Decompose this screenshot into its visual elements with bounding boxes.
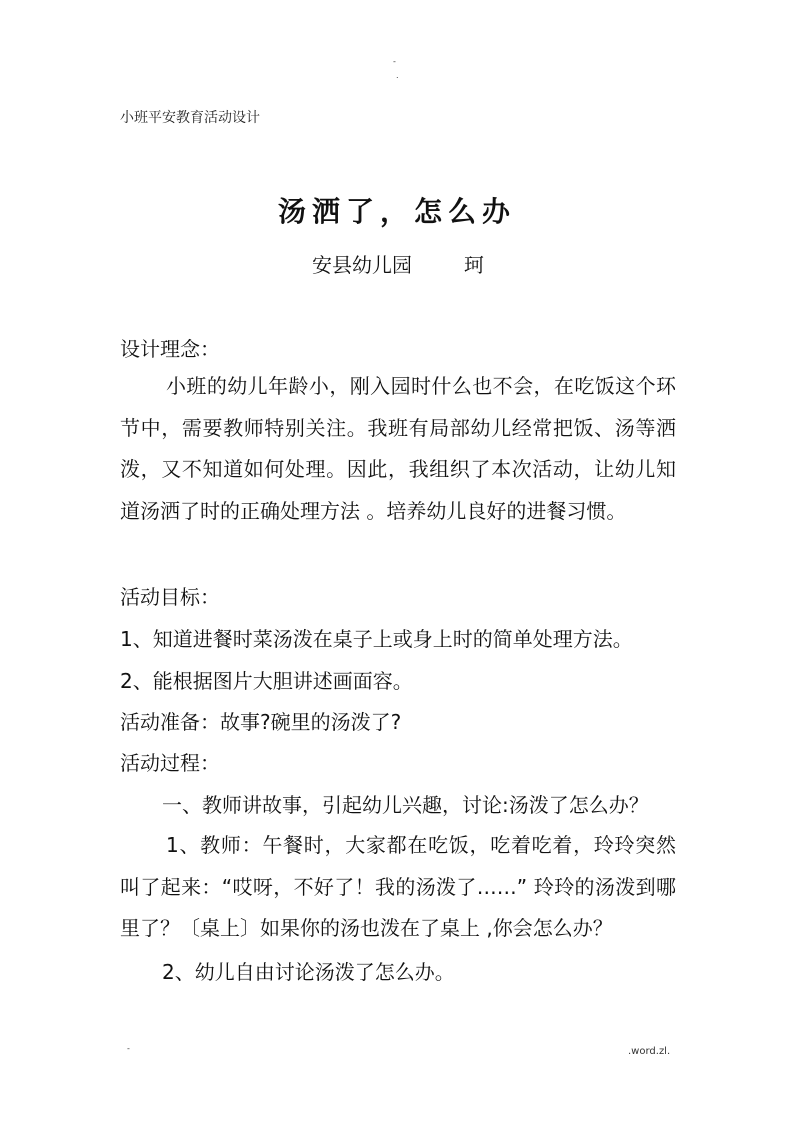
goal-item-1: 1、知道进餐时菜汤泼在桌子上或身上时的简单处理方法。 [120,627,633,651]
author-name: 珂 [464,253,484,277]
footer-left-mark: - [127,1044,130,1053]
document-subtitle: 小班平安教育活动设计 [120,110,260,126]
author-line [312,251,484,279]
process-step-2: 2、幼儿自由讨论汤泼了怎么办。 [162,960,455,984]
process-step-1: 1、教师：午餐时，大家都在吃饭，吃着吃着，玲玲突然叫了起来：“哎呀，不好了！我的汤泼了……” 玲玲的汤泼到哪里了？〔桌上〕如果你的汤也泼在了桌上 ,你会怎么办？ [120,833,676,940]
concept-paragraph: 小班的幼儿年龄小，刚入园时什么也不会，在吃饭这个环节中，需要教师特别关注。我班有局部幼儿经常把饭、汤等洒泼，又不知道如何处理。因此，我组织了本次活动，让幼儿知道汤洒了时的正确处理方法 。培养幼儿良好的进餐习惯。 [120,374,676,523]
header-dot: . [396,71,399,80]
author-school: 安县幼儿园 [312,253,412,277]
preparation-line: 活动准备：故事?碗里的汤泼了? [120,710,402,734]
process-step-one: 一、教师讲故事，引起幼儿兴趣，讨论:汤泼了怎么办？ [162,793,649,817]
goal-item-2: 2、能根据图片大胆讲述画面容。 [120,669,413,693]
process-heading: 活动过程： [120,751,220,775]
goals-heading: 活动目标： [120,585,220,609]
footer-right-mark: .word.zl. [628,1046,671,1057]
concept-heading: 设计理念： [120,337,220,361]
header-mark: - [393,57,396,66]
document-title: 汤洒了，怎么办 [277,195,516,228]
